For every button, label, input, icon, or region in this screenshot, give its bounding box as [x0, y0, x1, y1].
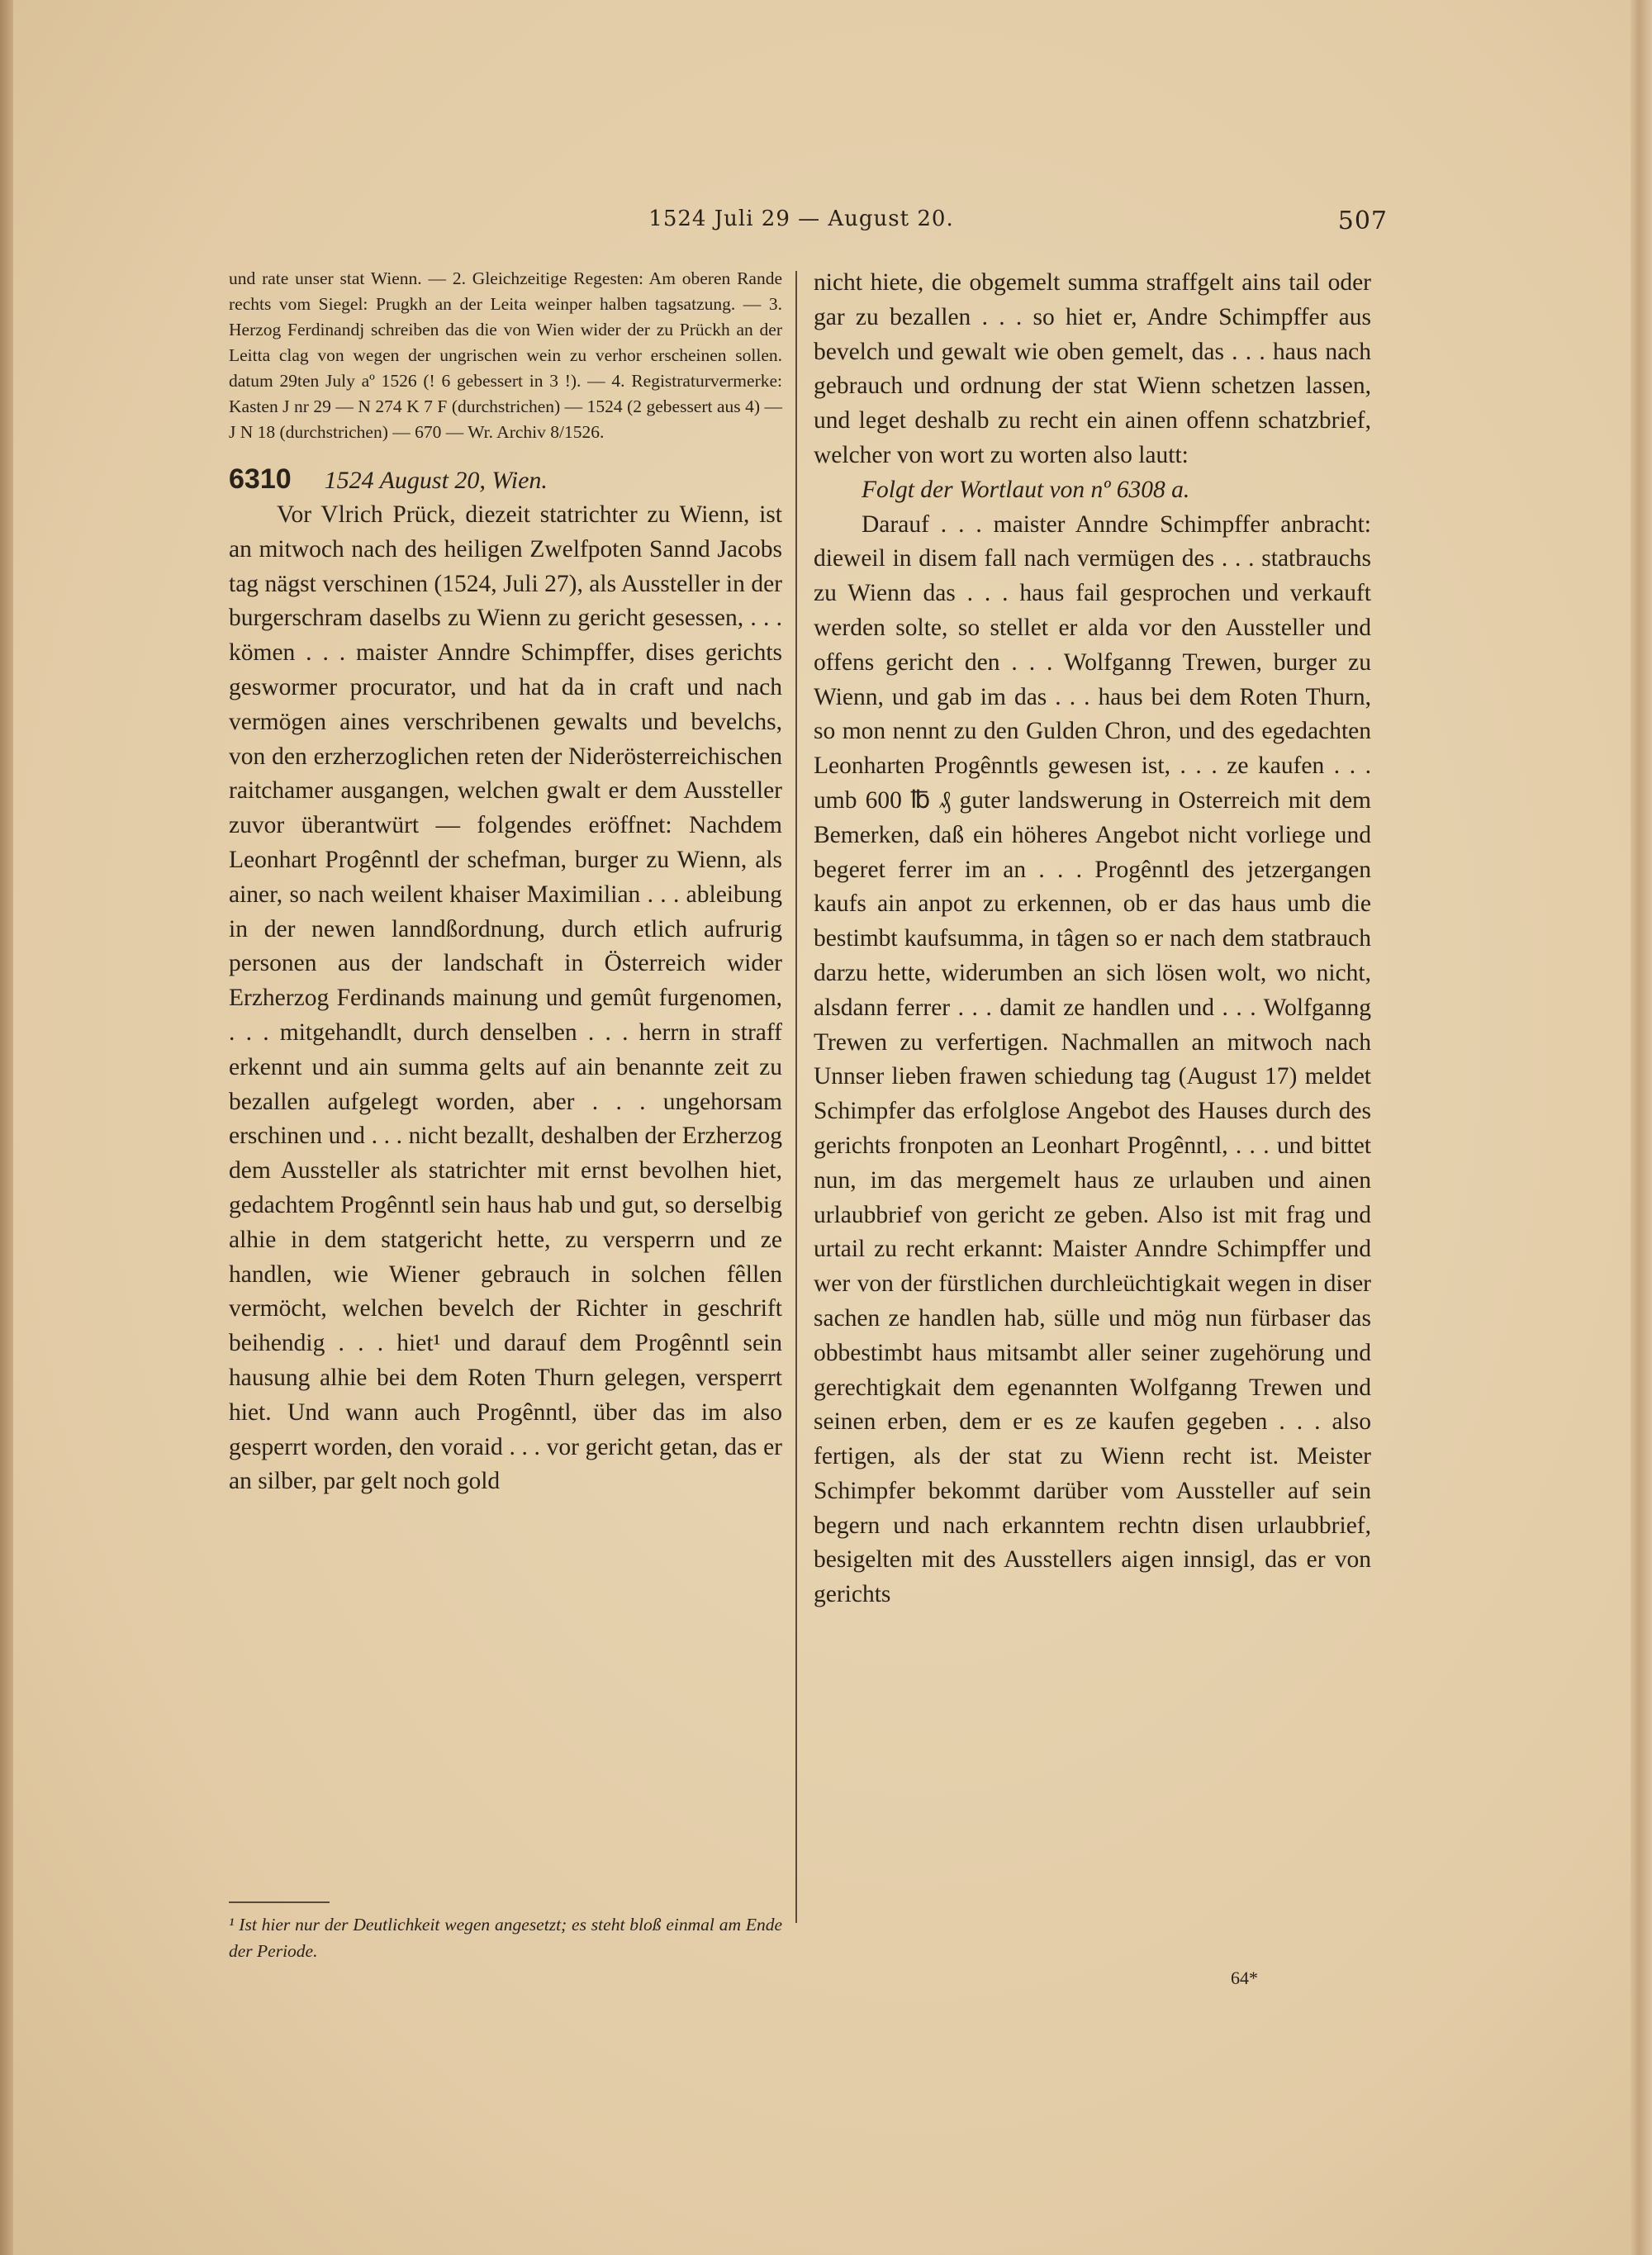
footnote: ¹ Ist hier nur der Deutlichkeit wegen angesetzt; es steht bloß einmal am Ende der Periode.	[229, 1915, 782, 1961]
right-paragraph-2: Folgt der Wortlaut von nº 6308 a.	[862, 476, 1190, 503]
header-title: 1524 Juli 29 — August 20.	[648, 207, 954, 231]
footnote-rule	[229, 1901, 330, 1903]
right-paragraph-1: nicht hiete, die obgemelt summa straffgelt ains tail oder gar zu bezallen . . . so hiet er, Andre Schimpffer aus bevelch und gewalt wie oben gemelt, das . . . haus nach gebrauch und ordnung der stat Wienn schetzen lassen, und leget deshalb zu recht ein ainen offenn schatzbrief, welcher von wort zu worten also lautt:	[814, 269, 1371, 468]
left-column	[229, 266, 782, 1499]
page-edge	[1631, 0, 1652, 2255]
page-number: 507	[1337, 207, 1388, 235]
column-divider	[795, 271, 797, 1923]
right-column	[814, 266, 1371, 1612]
entry-date: 1524 August 20, Wien.	[324, 467, 548, 494]
preamble-text: und rate unser stat Wienn. — 2. Gleichzeitige Regesten: Am oberen Rande rechts vom Siegel: Prugkh an der Leita weinper halben tagsatzung. — 3. Herzog Ferdinandj schreiben das die von Wien wider der zu Prückh an der Leitta clag von wegen der ungrischen wein zu verhor erscheinen sollen. datum 29ten July aº 1526 (! 6 gebessert in 3 !). — 4. Registraturvermerke: Kasten J nr 29 — N 274 K 7 F (durchstrichen) — 1524 (2 gebessert aus 4) — J N 18 (durchstrichen) — 670 — Wr. Archiv 8/1526.	[229, 268, 782, 442]
book-spine-edge	[0, 0, 13, 2255]
entry-heading	[229, 462, 782, 498]
signature-mark: 64*	[1231, 1968, 1258, 1988]
running-header	[215, 207, 1388, 240]
right-paragraph-3: Darauf . . . maister Anndre Schimpffer anbracht: dieweil in disem fall nach vermügen des . . . statbrauchs zu Wienn das . . . haus fail gesprochen und verkauft werden solte, so stellet er alda vor den Aussteller und offens gericht den . . . Wolfganng Trewen, burger zu Wienn, und gab im das . . . haus bei dem Roten Thurn, so mon nennt zu den Gulden Chron, und des egedachten Leonharten Progênntls gewesen ist, . . . ze kaufen . . . umb 600 ℔ ₰ guter landswerung in Osterreich mit dem Bemerken, daß ein höheres Angebot nicht vorliege und begeret ferrer im an . . . Progênntl des jetzergangen kaufs ain anpot zu erkennen, ob er das haus umb die bestimbt kaufsumma, in tâgen so er nach dem statbrauch darzu hette, widerumben an sich lösen wolt, wo nicht, alsdann ferrer . . . damit ze handlen und . . . Wolfganng Trewen zu verfertigen. Nachmallen an mitwoch nach Unnser lieben frawen schiedung tag (August 17) meldet Schimpfer das erfolglose Angebot des Hauses durch des gerichts fronpoten an Leonhart Progênntl, . . . und bittet nun, im das mergemelt haus ze urlauben und ainen urlaubbrief von gericht ze geben. Also ist mit frag und urtail zu recht erkannt: Maister Anndre Schimpffer und wer von der fürstlichen durchleüchtigkait wegen in diser sachen ze handlen hab, sülle und mög nun fürbaser das obbestimbt haus mitsambt aller seiner zugehörung und gerechtigkait dem egenannten Wolfganng Trewen und seinen erben, dem er es ze kaufen gegeben . . . also fertigen, als der stat zu Wienn recht ist. Meister Schimpfer bekommt darüber vom Aussteller auf sein begern und nach erkanntem rechtn disen urlaubbrief, besigelten mit des Ausstellers aigen innsigl, das er von gerichts	[814, 510, 1371, 1608]
entry-body: Vor Vlrich Prück, diezeit statrichter zu Wienn, ist an mitwoch nach des heiligen Zwelfpoten Sannd Jacobs tag nägst verschinen (1524, Juli 27), als Aussteller in der burgerschram daselbs zu Wienn zu gericht gesessen, . . . kömen . . . maister Anndre Schimpffer, dises gerichts geswormer procurator, und hat da in craft und nach vermögen aines verschribenen gewalts und bevelchs, von den erzherzoglichen reten der Niderösterreichischen raitchamer ausgangen, welchen gwalt er dem Aussteller zuvor überantwürt — folgendes eröffnet: Nachdem Leonhart Progênntl der schefman, burger zu Wienn, als ainer, so nach weilent khaiser Maximilian . . . ableibung in der newen lanndßordnung, durch etlich aufrurig personen aus der landschaft in Österreich wider Erzherzog Ferdinands mainung und gemût furgenomen, . . . mitgehandlt, durch denselben . . . herrn in straff erkennt und ain summa gelts auf ain benannte zeit zu bezallen aufgelegt worden, aber . . . ungehorsam erschinen und . . . nicht bezallt, deshalben der Erzherzog dem Aussteller als statrichter mit ernst bevolhen hiet, gedachtem Progênntl sein haus hab und gut, so derselbig alhie in dem statgericht hette, zu versperrn und ze handlen, wie Wiener gebrauch in solchen fêllen vermöcht, welchen bevelch der Richter in geschrift beihendig . . . hiet¹ und darauf dem Progênntl sein hausung alhie bei dem Roten Thurn gelegen, versperrt hiet. Und wann auch Progênntl, über das im also gesperrt worden, den voraid . . . vor gericht getan, das er an silber, par gelt noch gold	[229, 501, 782, 1495]
entry-number: 6310	[229, 463, 292, 495]
